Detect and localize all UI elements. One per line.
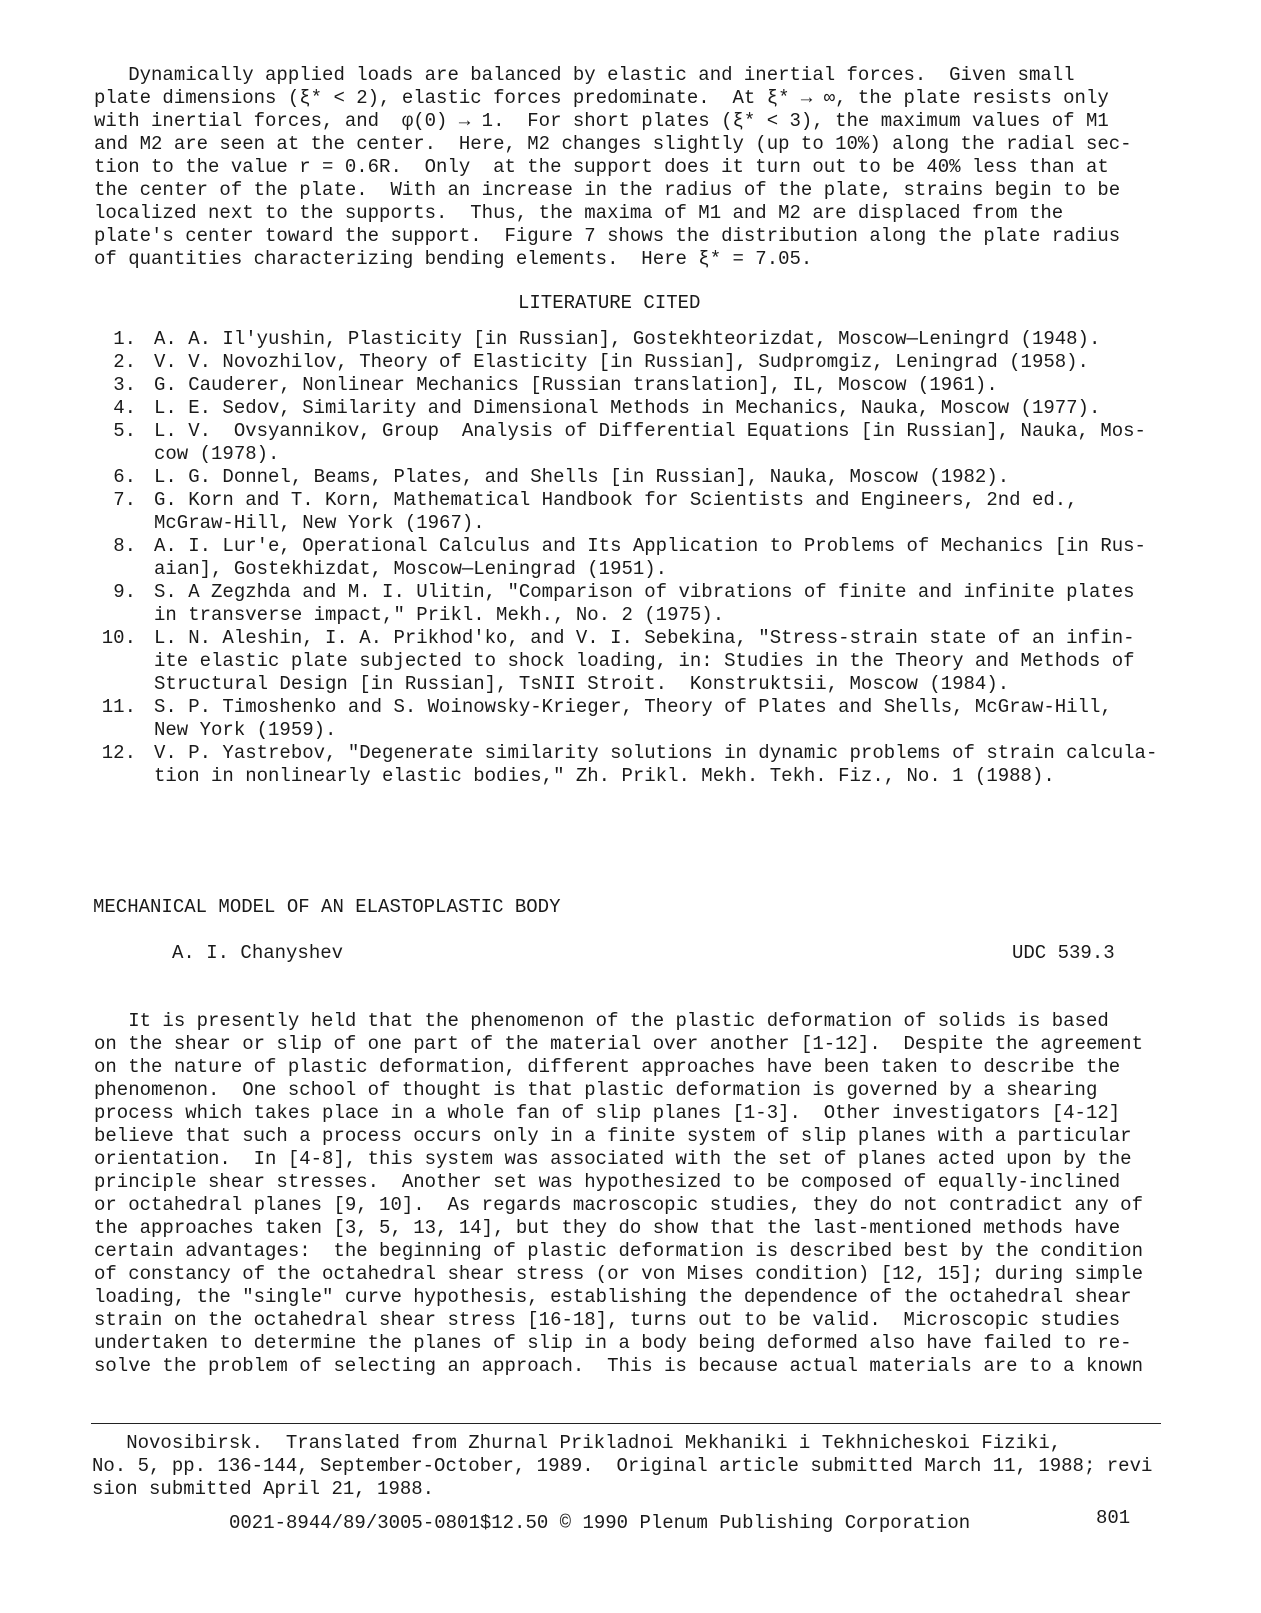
reference-text: G. Korn and T. Korn, Mathematical Handbook for Scientists and Engineers, 2nd ed., — [154, 489, 1078, 511]
text-line: on the nature of plastic deformation, different approaches have been taken to describe the — [94, 1056, 1121, 1078]
text-line: principle shear stresses. Another set was hypothesized to be composed of equally-inclined — [94, 1171, 1121, 1193]
reference-number: 6. — [113, 466, 136, 488]
text-line: localized next to the supports. Thus, the maxima of M1 and M2 are displaced from the — [94, 202, 1064, 224]
reference-text: G. Cauderer, Nonlinear Mechanics [Russian translation], IL, Moscow (1961). — [154, 374, 998, 396]
reference-item — [96, 535, 1196, 581]
reference-number: 10. — [101, 627, 136, 649]
article-title: MECHANICAL MODEL OF AN ELASTOPLASTIC BODY — [93, 896, 561, 918]
footnote-divider — [91, 1423, 1161, 1424]
text-line: strain on the octahedral shear stress [16-18], turns out to be valid. Microscopic studies — [94, 1309, 1121, 1331]
reference-number: 4. — [113, 397, 136, 419]
reference-text: Structural Design [in Russian], TsNII Stroit. Konstruktsii, Moscow (1984). — [154, 673, 1010, 695]
reference-text: V. V. Novozhilov, Theory of Elasticity [in Russian], Sudpromgiz, Leningrad (1958). — [154, 351, 1089, 373]
reference-item — [96, 581, 1196, 627]
reference-number: 12. — [101, 742, 136, 764]
text-line: tion to the value r = 0.6R. Only at the support does it turn out to be 40% less than at — [94, 156, 1109, 178]
footnote — [92, 1432, 1152, 1501]
article-body — [94, 1010, 1143, 1378]
reference-text: in transverse impact," Prikl. Mekh., No. 2 (1975). — [154, 604, 725, 626]
text-line: It is presently held that the phenomenon of the plastic deformation of solids is based — [94, 1010, 1109, 1032]
page-number: 801 — [1096, 1507, 1131, 1529]
copyright-line: 0021-8944/89/3005-0801$12.50 © 1990 Plenum Publishing Corporation — [229, 1512, 971, 1534]
reference-item — [96, 397, 1196, 420]
text-line: the center of the plate. With an increase in the radius of the plate, strains begin to be — [94, 179, 1121, 201]
text-line: sion submitted April 21, 1988. — [92, 1478, 435, 1500]
text-line: on the shear or slip of one part of the material over another [1-12]. Despite the agreement — [94, 1033, 1143, 1055]
reference-item — [96, 351, 1196, 374]
text-line: phenomenon. One school of thought is that plastic deformation is governed by a shearing — [94, 1079, 1098, 1101]
reference-text: A. A. Il'yushin, Plasticity [in Russian], Gostekhteorizdat, Moscow—Leningrd (1948). — [154, 328, 1101, 350]
reference-text: L. E. Sedov, Similarity and Dimensional Methods in Mechanics, Nauka, Moscow (1977). — [154, 397, 1101, 419]
reference-text: S. P. Timoshenko and S. Woinowsky-Krieger, Theory of Plates and Shells, McGraw-Hill, — [154, 696, 1112, 718]
reference-item — [96, 489, 1196, 535]
text-line: or octahedral planes [9, 10]. As regards macroscopic studies, they do not contradict any of — [94, 1194, 1143, 1216]
text-line: and M2 are seen at the center. Here, M2 changes slightly (up to 10%) along the radial sec- — [94, 133, 1132, 155]
text-line: process which takes place in a whole fan of slip planes [1-3]. Other investigators [4-12] — [94, 1102, 1121, 1124]
reference-text: A. I. Lur'e, Operational Calculus and Its Application to Problems of Mechanics [in Rus- — [154, 535, 1146, 557]
reference-item — [96, 627, 1196, 696]
reference-text: ite elastic plate subjected to shock loading, in: Studies in the Theory and Methods of — [154, 650, 1135, 672]
reference-number: 11. — [101, 696, 136, 718]
text-line: Dynamically applied loads are balanced by elastic and inertial forces. Given small — [94, 64, 1075, 86]
text-line: of constancy of the octahedral shear stress (or von Mises condition) [12, 15]; during simple — [94, 1263, 1143, 1285]
text-line: plate's center toward the support. Figure 7 shows the distribution along the plate radius — [94, 225, 1121, 247]
reference-text: tion in nonlinearly elastic bodies," Zh. Prikl. Mekh. Tekh. Fiz., No. 1 (1988). — [154, 765, 1055, 787]
reference-text: L. G. Donnel, Beams, Plates, and Shells [in Russian], Nauka, Moscow (1982). — [154, 466, 1010, 488]
reference-item — [96, 420, 1196, 466]
reference-text: cow (1978). — [154, 443, 280, 465]
reference-number: 1. — [113, 328, 136, 350]
text-line: loading, the "single" curve hypothesis, establishing the dependence of the octahedral shear — [94, 1286, 1132, 1308]
reference-item — [96, 466, 1196, 489]
reference-number: 5. — [113, 420, 136, 442]
reference-text: L. V. Ovsyannikov, Group Analysis of Differential Equations [in Russian], Nauka, Mos- — [154, 420, 1146, 442]
text-line: undertaken to determine the planes of slip in a body being deformed also have failed to re- — [94, 1332, 1132, 1354]
reference-number: 8. — [113, 535, 136, 557]
text-line: Novosibirsk. Translated from Zhurnal Prikladnoi Mekhaniki i Tekhnicheskoi Fiziki, — [92, 1432, 1062, 1454]
reference-text: V. P. Yastrebov, "Degenerate similarity solutions in dynamic problems of strain calcula- — [154, 742, 1158, 764]
text-line: the approaches taken [3, 5, 13, 14], but they do show that the last-mentioned methods have — [94, 1217, 1121, 1239]
reference-list — [96, 328, 1196, 788]
text-line: of quantities characterizing bending elements. Here ξ* = 7.05. — [94, 248, 813, 270]
text-line: certain advantages: the beginning of plastic deformation is described best by the condition — [94, 1240, 1143, 1262]
author-name: A. I. Chanyshev — [172, 942, 344, 964]
reference-text: aian], Gostekhizdat, Moscow—Leningrad (1951). — [154, 558, 668, 580]
reference-item — [96, 742, 1196, 788]
reference-item — [96, 328, 1196, 351]
reference-number: 9. — [113, 581, 136, 603]
reference-text: S. A Zegzhda and M. I. Ulitin, "Comparison of vibrations of finite and infinite plates — [154, 581, 1135, 603]
text-line: plate dimensions (ξ* < 2), elastic forces predominate. At ξ* → ∞, the plate resists only — [94, 87, 1109, 109]
udc-code: UDC 539.3 — [1012, 942, 1115, 964]
reference-text: New York (1959). — [154, 719, 337, 741]
text-line: orientation. In [4-8], this system was associated with the set of planes acted upon by the — [94, 1148, 1132, 1170]
reference-number: 3. — [113, 374, 136, 396]
text-line: solve the problem of selecting an approach. This is because actual materials are to a known — [94, 1355, 1143, 1377]
reference-item — [96, 696, 1196, 742]
top-paragraph — [94, 64, 1132, 271]
reference-text: McGraw-Hill, New York (1967). — [154, 512, 485, 534]
text-line: believe that such a process occurs only in a finite system of slip planes with a particular — [94, 1125, 1132, 1147]
reference-number: 2. — [113, 351, 136, 373]
reference-item — [96, 374, 1196, 397]
reference-number: 7. — [113, 489, 136, 511]
text-line: No. 5, pp. 136-144, September-October, 1989. Original article submitted March 11, 1988; revi — [92, 1455, 1153, 1477]
literature-heading: LITERATURE CITED — [518, 292, 701, 314]
reference-text: L. N. Aleshin, I. A. Prikhod'ko, and V. I. Sebekina, "Stress-strain state of an infin- — [154, 627, 1135, 649]
text-line: with inertial forces, and φ(0) → 1. For short plates (ξ* < 3), the maximum values of M1 — [94, 110, 1109, 132]
